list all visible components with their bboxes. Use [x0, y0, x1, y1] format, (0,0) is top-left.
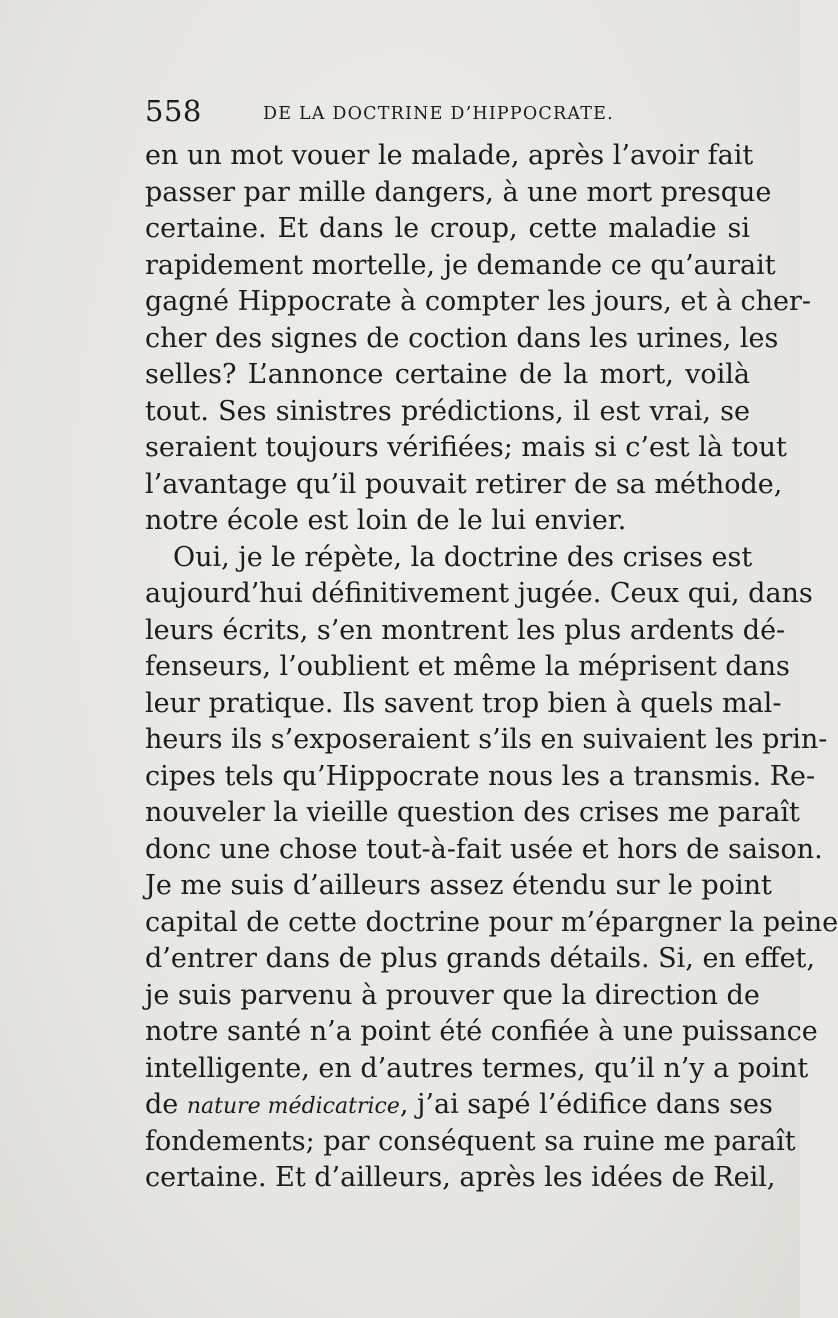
text-line: nouveler la vieille question des crises me paraît: [145, 797, 800, 828]
text-line: aujourd’hui définitivement jugée. Ceux qui, dans: [145, 578, 813, 609]
text-line: intelligente, en d’autres termes, qu’il n’y a point: [145, 1052, 809, 1084]
paragraph-first-line: Oui, je le répète, la doctrine des crises est: [173, 541, 753, 573]
text-line: passer par mille dangers, à une mort presque: [145, 176, 772, 208]
text-line: je suis parvenu à prouver que la direction de: [145, 979, 760, 1011]
text-line: leur pratique. Ils savent trop bien à quels mal-: [145, 687, 782, 719]
text-line: gagné Hippocrate à compter les jours, et à cher-: [145, 286, 812, 317]
text-line: notre santé n’a point été confiée à une puissance: [145, 1016, 818, 1047]
text-line: heurs ils s’exposeraient s’ils en suivaient les prin-: [145, 724, 828, 755]
text-line-with-italic: [145, 1087, 773, 1124]
text-line: certaine. Et d’ailleurs, après les idées de Reil,: [145, 1162, 776, 1193]
text-line: l’avantage qu’il pouvait retirer de sa méthode,: [145, 468, 783, 500]
running-head: DE LA DOCTRINE D’HIPPOCRATE.: [263, 104, 614, 124]
text-line: leurs écrits, s’en montrent les plus ardents dé-: [145, 614, 786, 646]
text-segment: , j’ai sapé l’édifice dans ses: [399, 1089, 773, 1120]
body-text: [145, 138, 838, 1197]
text-line: cher des signes de coction dans les urines, les: [145, 322, 779, 354]
text-line: notre école est loin de le lui envier.: [145, 505, 627, 536]
text-line: seraient toujours vérifiées; mais si c’est là tout: [145, 432, 787, 463]
text-line: fenseurs, l’oublient et même la méprisent dans: [145, 651, 790, 682]
text-line: fondements; par conséquent sa ruine me paraît: [145, 1125, 796, 1157]
text-line: cipes tels qu’Hippocrate nous les a transmis. Re-: [145, 760, 816, 792]
text-line: rapidement mortelle, je demande ce qu’aurait: [145, 249, 776, 281]
text-line: d’entrer dans de plus grands détails. Si, en effet,: [145, 943, 815, 974]
italic-term: nature médicatrice: [186, 1094, 400, 1119]
text-line: certaine. Et dans le croup, cette maladie si: [145, 213, 750, 244]
page-number: 558: [145, 94, 202, 128]
text-line: Je me suis d’ailleurs assez étendu sur le point: [145, 870, 772, 901]
text-line: capital de cette doctrine pour m’épargner la peine: [145, 906, 838, 938]
text-line: donc une chose tout-à-fait usée et hors de saison.: [145, 833, 823, 865]
page-header: [145, 92, 755, 132]
text-line: tout. Ses sinistres prédictions, il est vrai, se: [145, 395, 750, 427]
text-segment: de: [145, 1089, 187, 1120]
text-line: en un mot vouer le malade, après l’avoir fait: [145, 140, 754, 171]
text-line: selles? L’annonce certaine de la mort, voilà: [145, 359, 750, 390]
